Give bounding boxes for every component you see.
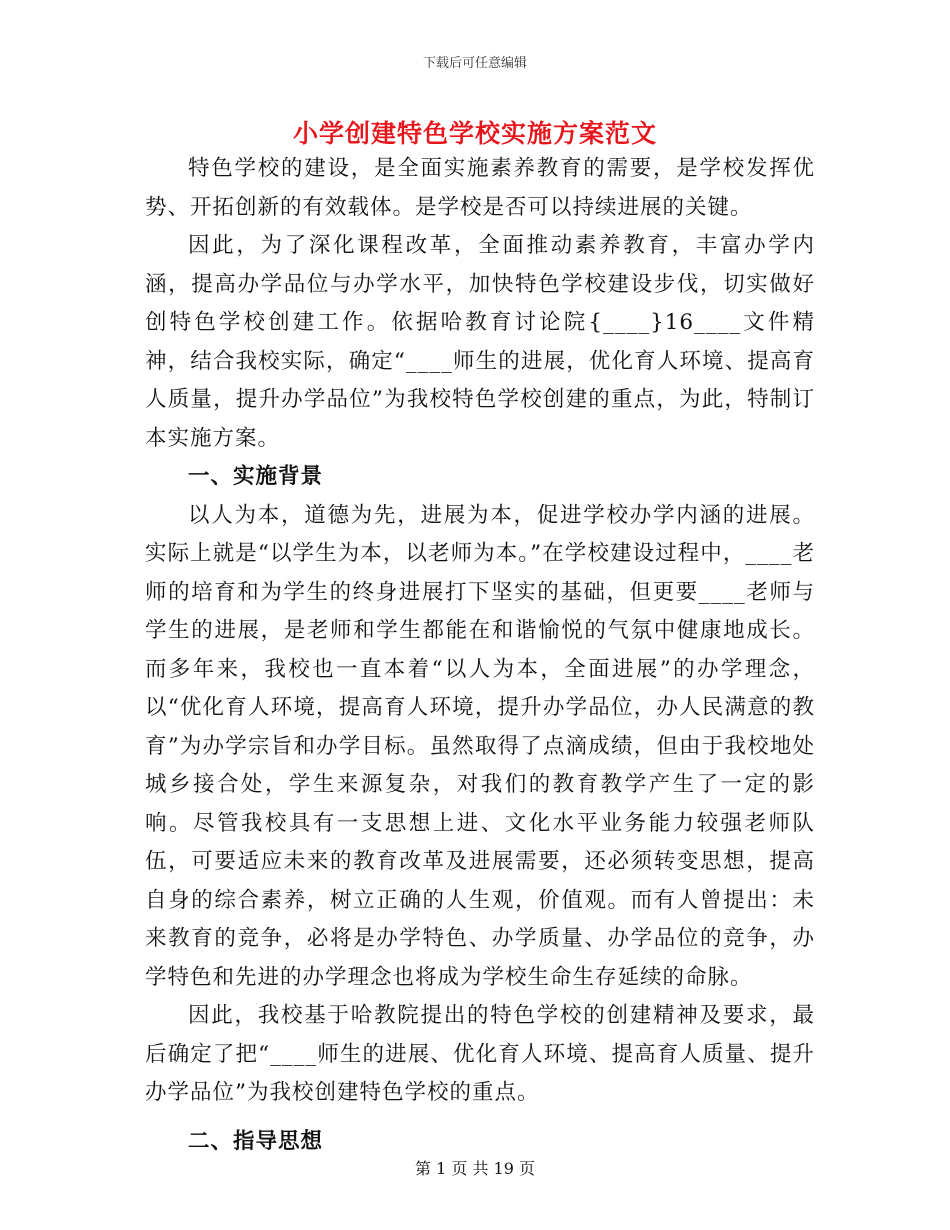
document-body xyxy=(145,150,815,1161)
page-number-footer: 第 1 页 共 19 页 xyxy=(415,1159,535,1178)
intro-paragraph-1: 特色学校的建设，是全面实施素养教育的需要，是学校发挥优势、开拓创新的有效载体。是学校是否可以持续进展的关键。 xyxy=(145,156,815,220)
page-header-note: 下载后可任意编辑 xyxy=(422,56,527,71)
background-paragraph-1: 以人为本，道德为先，进展为本，促进学校办学内涵的进展。实际上就是“以学生为本，以老师为本。”在学校建设过程中，____老师的培育和为学生的终身进展打下坚实的基础，但更要____老师与学生的进展，是老师和学生都能在和谐愉悦的气氛中健康地成长。而多年来，我校也一直本着“以人为本，全面进展”的办学理念，以“优化育人环境，提高育人环境，提升办学品位，办人民满意的教育”为办学宗旨和办学目标。虽然取得了点滴成绩，但由于我校地处城乡接合处，学生来源复杂，对我们的教育教学产生了一定的影响。尽管我校具有一支思想上进、文化水平业务能力较强老师队伍，可要适应未来的教育改革及进展需要，还必须转变思想，提高自身的综合素养，树立正确的人生观，价值观。而有人曾提出：未来教育的竞争，必将是办学特色、办学质量、办学品位的竞争，办学特色和先进的办学理念也将成为学校生命生存延续的命脉。 xyxy=(145,502,815,990)
section-heading-guiding-ideology: 二、指导思想 xyxy=(188,1128,324,1154)
background-paragraph-2: 因此，我校基于哈教院提出的特色学校的创建精神及要求，最后确定了把“____师生的进展、优化育人环境、提高育人质量、提升办学品位”为我校创建特色学校的重点。 xyxy=(145,1003,815,1105)
document-title: 小学创建特色学校实施方案范文 xyxy=(292,119,657,148)
intro-paragraph-2: 因此，为了深化课程改革，全面推动素养教育，丰富办学内涵，提高办学品位与办学水平，加快特色学校建设步伐，切实做好创特色学校创建工作。依据哈教育讨论院{____}16____文件精神，结合我校实际，确定“____师生的进展，优化育人环境、提高育人质量，提升办学品位”为我校特色学校创建的重点，为此，特制订本实施方案。 xyxy=(145,233,815,451)
section-heading-background: 一、实施背景 xyxy=(188,464,324,489)
